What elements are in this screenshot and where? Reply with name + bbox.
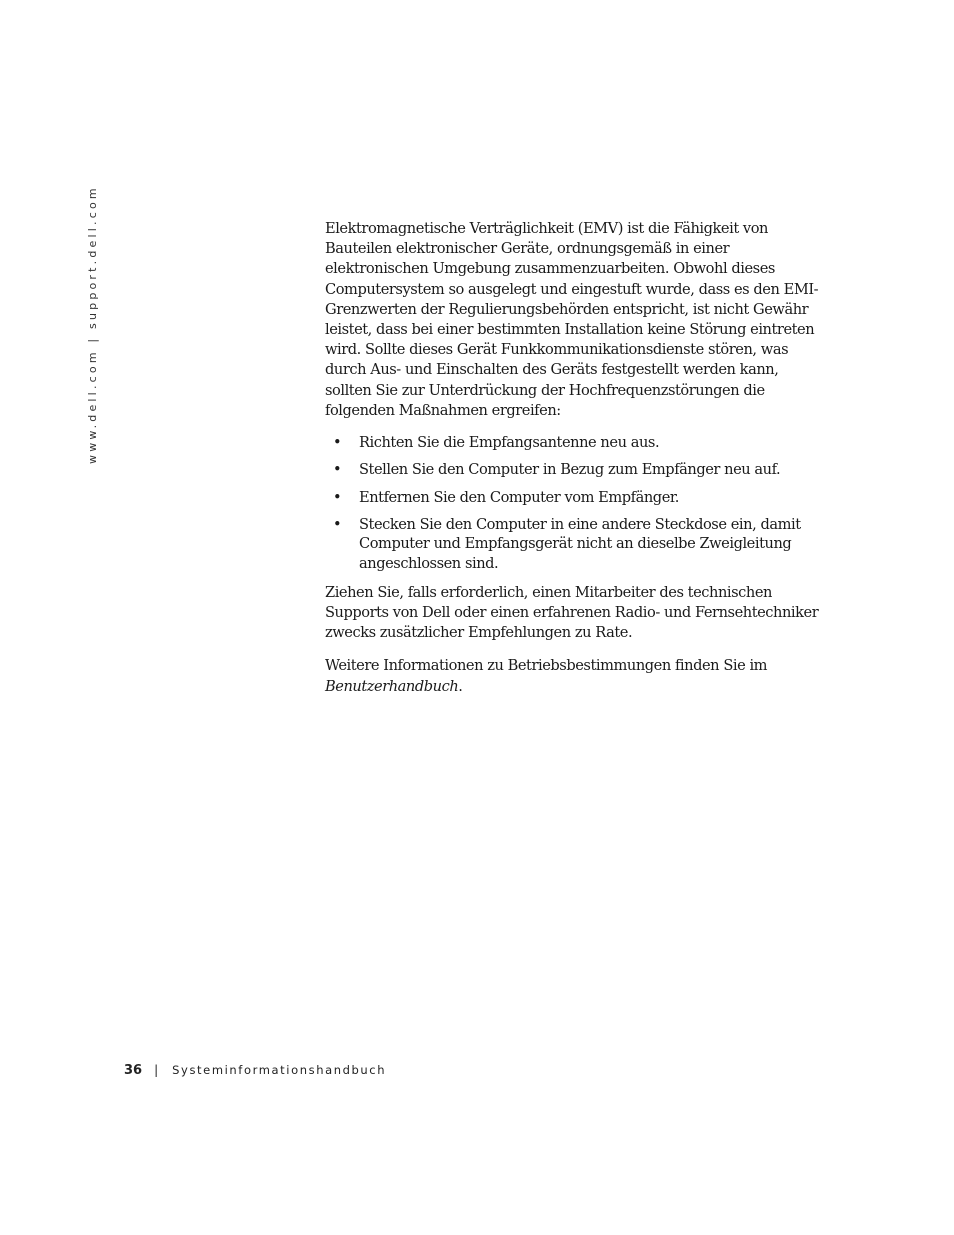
bullet-icon: • — [333, 515, 342, 533]
list-item — [325, 488, 820, 507]
list-item — [325, 515, 820, 573]
more-info-paragraph — [325, 656, 820, 696]
intro-paragraph: Elektromagnetische Verträglichkeit (EMV) ist die Fähigkeit von Bauteilen elektronischer Geräte, ordnungsgemäß in einer elektronischen Umgebung zusammenzuarbeiten. Obwohl dieses Computersystem so ausgelegt und eingestuft wurde, dass es den EMI-Grenzwerten der Regulierungsbehörden entspricht, ist nicht Gewähr leistet, dass bei einer bestimmten Installation keine Störung eintreten wird. Sollte dieses Gerät Funkkommunikationsdienste stören, was durch Aus- und Einschalten des Geräts festgestellt werden kann, sollten Sie zur Unterdrückung der Hochfrequenzstörungen die folgenden Maßnahmen ergreifen: — [325, 220, 819, 419]
support-paragraph: Ziehen Sie, falls erforderlich, einen Mitarbeiter des technischen Supports von Dell oder einen erfahrenen Radio- und Fernsehtechniker zwecks zusätzlicher Empfehlungen zu Rate. — [325, 583, 819, 642]
list-item-text: Richten Sie die Empfangsantenne neu aus. — [359, 434, 660, 452]
footer-separator: | — [154, 1063, 159, 1077]
sidebar-url: www.dell.com | support.dell.com — [86, 185, 99, 464]
bullet-icon: • — [333, 488, 342, 506]
list-item-text: Stellen Sie den Computer in Bezug zum Empfänger neu auf. — [359, 461, 781, 479]
bullet-icon: • — [333, 461, 342, 479]
main-content — [325, 219, 820, 697]
list-item-text: Entfernen Sie den Computer vom Empfänger. — [359, 488, 679, 506]
bullet-icon: • — [333, 434, 342, 452]
measures-list — [325, 433, 820, 573]
user-guide-reference: Benutzerhandbuch — [325, 677, 459, 695]
more-info-suffix: . — [458, 677, 463, 695]
list-item — [325, 433, 820, 452]
list-item — [325, 460, 820, 479]
document-title: Systeminformationshandbuch — [172, 1063, 387, 1077]
page-footer — [124, 1061, 386, 1080]
more-info-text: Weitere Informationen zu Betriebsbestimmungen finden Sie im — [325, 657, 768, 675]
page-number: 36 — [124, 1063, 143, 1078]
list-item-text: Stecken Sie den Computer in eine andere Steckdose ein, damit Computer und Empfangsgerät nicht an dieselbe Zweigleitung angeschlossen sind. — [359, 515, 801, 572]
